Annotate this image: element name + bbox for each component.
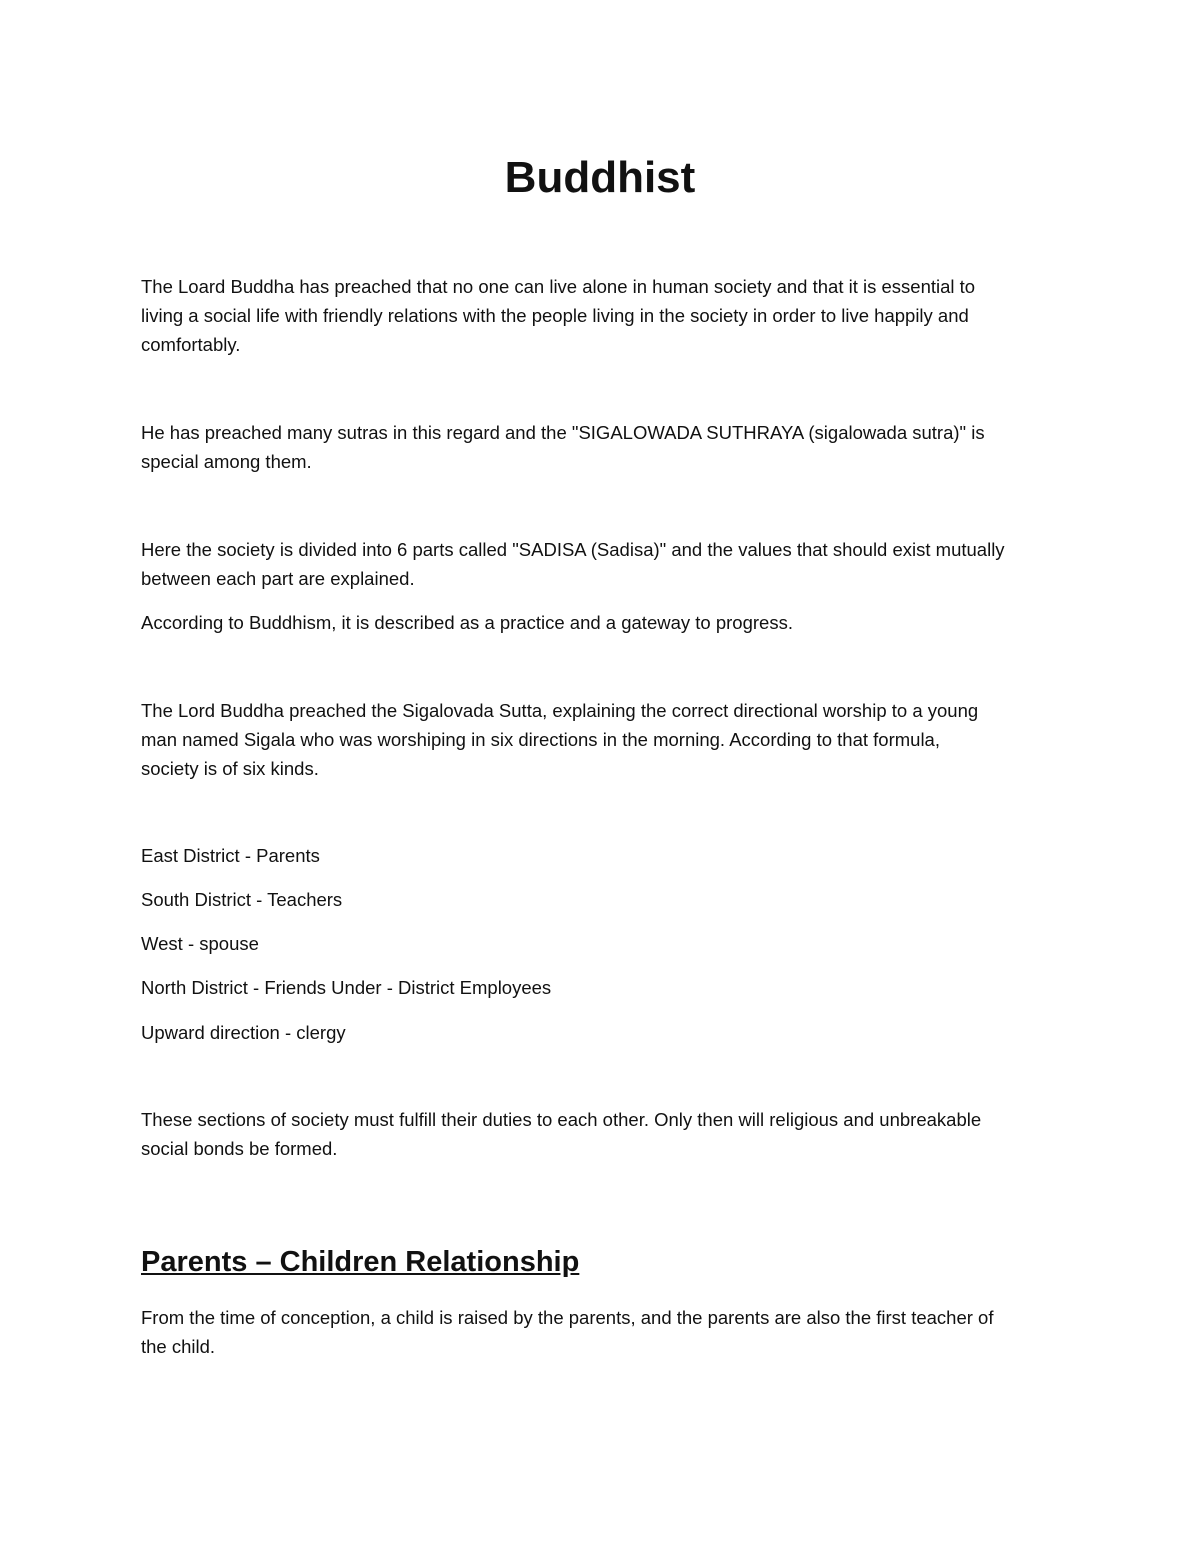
text-line: social bonds be formed. [141, 1138, 338, 1159]
text-line: According to Buddhism, it is described as a practice and a gateway to progress. [141, 612, 793, 633]
text-line: between each part are explained. [141, 568, 415, 589]
text-line: the child. [141, 1336, 216, 1357]
paragraph-practice [141, 608, 1061, 637]
direction-item: East District - Parents [141, 845, 320, 866]
direction-item: North District - Friends Under - District Employees [141, 977, 552, 998]
text-line: comfortably. [141, 334, 241, 355]
paragraph-sigalovada [141, 696, 1061, 783]
text-line: These sections of society must fulfill their duties to each other. Only then will religious and unbreakable [141, 1109, 982, 1130]
text-line: society is of six kinds. [141, 758, 319, 779]
direction-item: South District - Teachers [141, 889, 343, 910]
direction-item: Upward direction - clergy [141, 1022, 346, 1043]
paragraph-duties [141, 1105, 1061, 1163]
paragraph-conception [141, 1303, 1061, 1361]
paragraph-sutras [141, 418, 1061, 476]
text-line: The Lord Buddha preached the Sigalovada Sutta, explaining the correct directional worship to a young [141, 700, 979, 721]
paragraph-sadisa [141, 535, 1061, 593]
text-line: man named Sigala who was worshiping in six directions in the morning. According to that formula, [141, 729, 940, 750]
document-title: Buddhist [504, 153, 696, 202]
text-line: special among them. [141, 451, 312, 472]
text-line: Here the society is divided into 6 parts called "SADISA (Sadisa)" and the values that should exist mutually [141, 539, 1005, 560]
direction-item: West - spouse [141, 933, 259, 954]
text-line: He has preached many sutras in this regard and the "SIGALOWADA SUTHRAYA (sigalowada sutra)" is [141, 422, 985, 443]
text-line: living a social life with friendly relations with the people living in the society in order to live happily and [141, 305, 969, 326]
text-line: From the time of conception, a child is raised by the parents, and the parents are also the first teacher of [141, 1307, 994, 1328]
section-heading: Parents – Children Relationship [141, 1246, 580, 1278]
text-line: The Loard Buddha has preached that no one can live alone in human society and that it is essential to [141, 276, 976, 297]
paragraph-intro [141, 272, 1061, 359]
